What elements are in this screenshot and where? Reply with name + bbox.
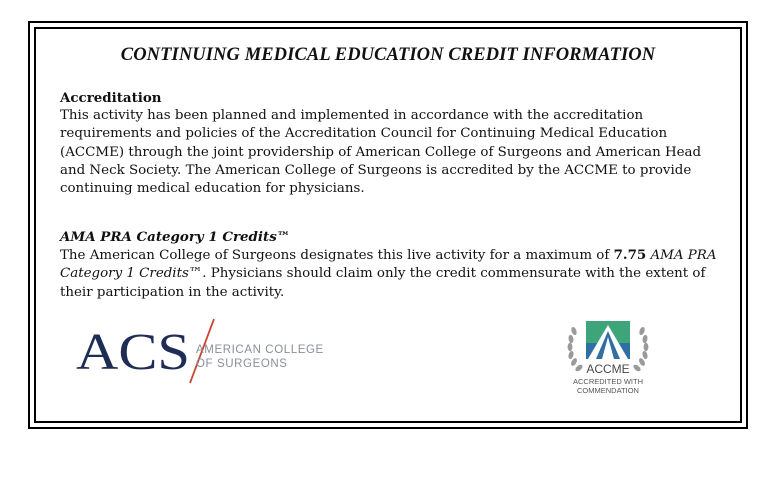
page-inner-border: [34, 27, 742, 423]
page-border: [28, 21, 748, 429]
page-title: CONTINUING MEDICAL EDUCATION CREDIT INFORMATION: [120, 45, 656, 65]
accme-logo: [556, 317, 660, 399]
laurel-left-icon: [568, 326, 584, 372]
accreditation-text: This activity has been planned and implemented in accordance with the accreditation requirements and policies of the Accreditation Council for Continuing Medical Education (ACCME) through the joint providership of American College of Surgeons and American Head and Neck Society. The American College of Surgeons is accredited by the ACCME to provide continuing medical education for physicians.: [60, 108, 702, 197]
accme-logo-line1: ACCREDITED WITH: [573, 377, 643, 386]
acs-logo-line1: AMERICAN COLLEGE: [196, 344, 324, 356]
ama-credit-name: AMA PRA Category 1 Credits™: [60, 248, 717, 282]
accme-logo-line2: COMMENDATION: [577, 386, 639, 395]
acs-logo-letters: ACS: [76, 324, 190, 381]
accreditation-section: [60, 89, 722, 198]
ama-text-before: The American College of Surgeons designates this live activity for a maximum of: [60, 248, 614, 264]
ama-credits-heading: AMA PRA Category 1 Credits™: [60, 229, 291, 245]
ama-credits-section: [60, 228, 722, 302]
acs-logo: [76, 317, 336, 385]
laurel-right-icon: [632, 326, 648, 372]
accreditation-heading: Accreditation: [60, 90, 162, 106]
credit-amount: 7.75: [613, 247, 647, 264]
accme-emblem-icon: [586, 321, 630, 359]
ama-text-after: . Physicians should claim only the credit commensurate with the extent of their participation in the activity.: [60, 266, 706, 300]
acs-logo-line2: OF SURGEONS: [196, 358, 288, 370]
ama-credits-text: [60, 246, 722, 302]
accme-logo-name: ACCME: [586, 362, 630, 376]
